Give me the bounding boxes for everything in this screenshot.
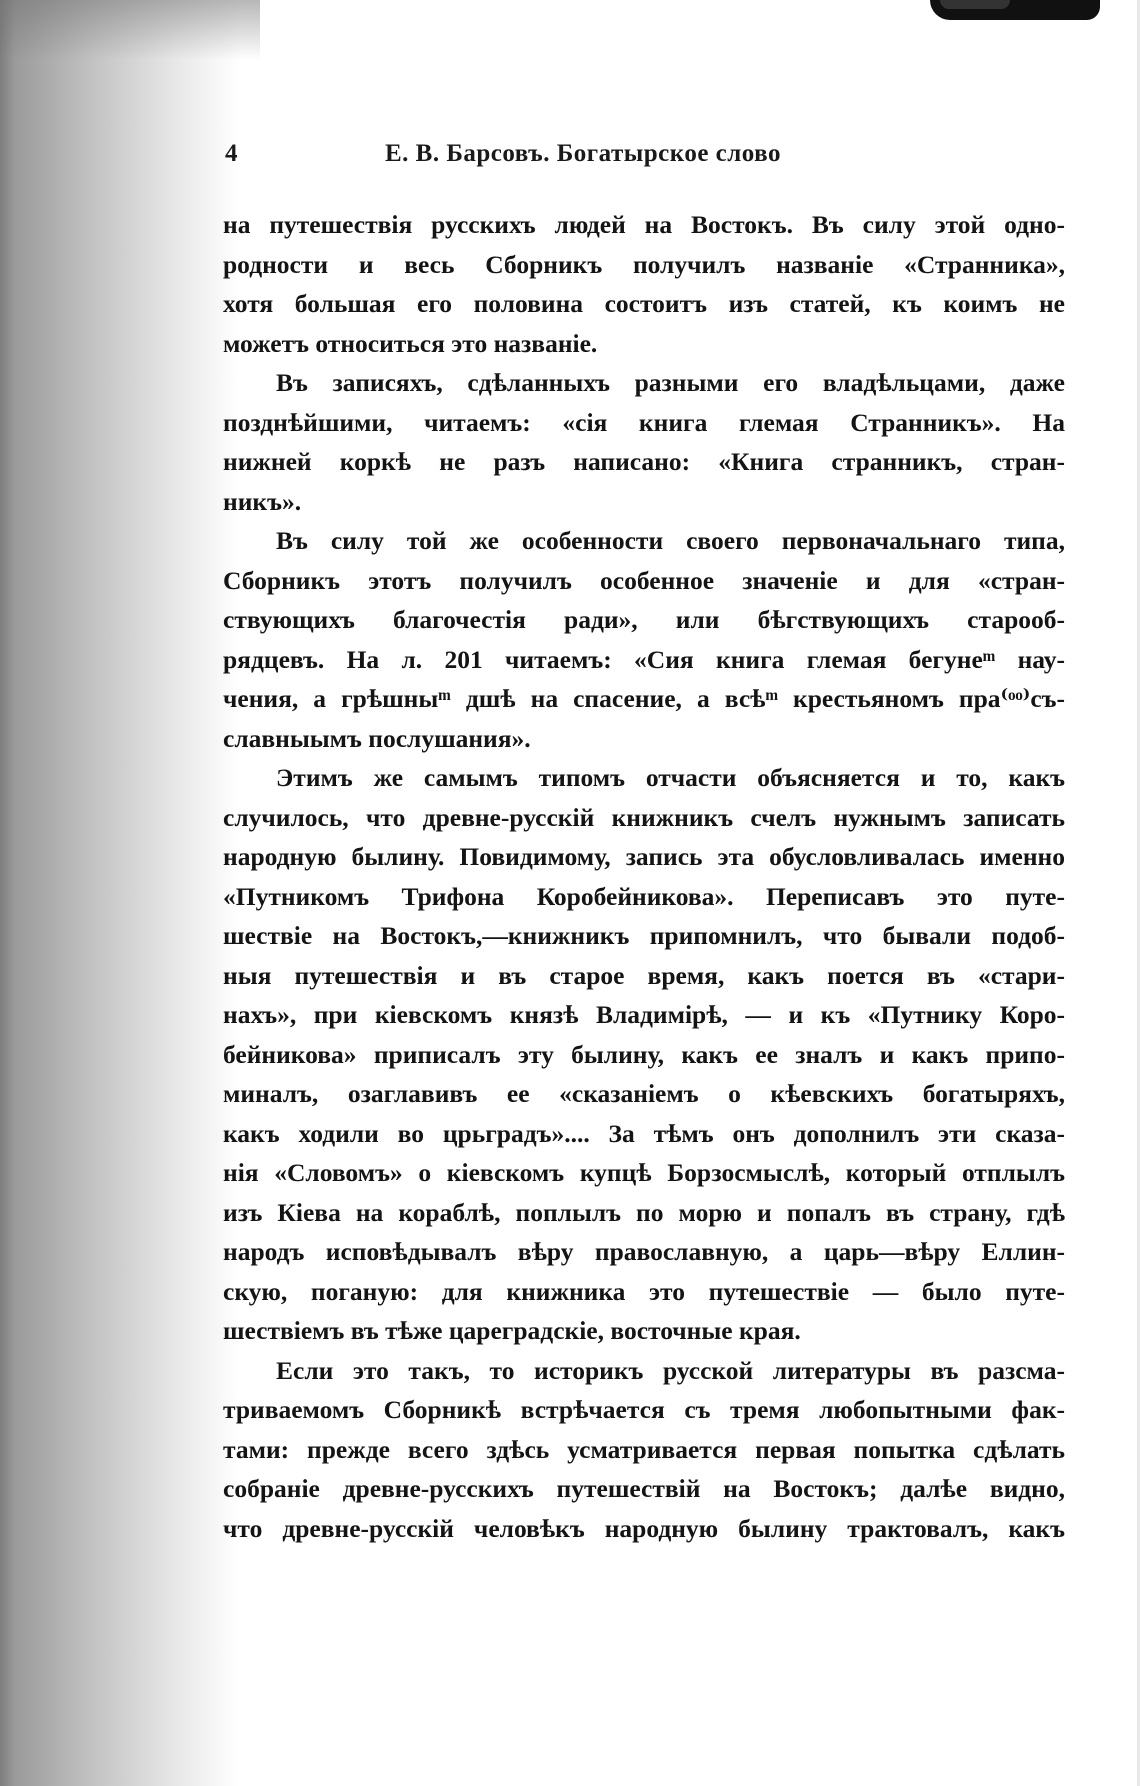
paragraph <box>223 1351 1065 1549</box>
text-line: рядцевъ. На л. 201 читаемъ: «Сия книга глемая бегунеᵐ нау- <box>223 644 1065 674</box>
text-line: нахъ», при кіевскомъ князѣ Владимірѣ, — и къ «Путнику Коро- <box>223 1000 1065 1029</box>
text-line: скую, поганую: для книжника это путешествіе — было путе- <box>223 1276 1065 1306</box>
paragraph <box>223 363 1065 521</box>
text-line: хотя большая его половина состоитъ изъ статей, къ коимъ не <box>223 289 1065 318</box>
running-head-title: Е. В. Барсовъ. Богатырское слово <box>385 140 781 167</box>
text-line: можетъ относиться это названіе. <box>223 328 598 358</box>
paragraph <box>223 521 1065 758</box>
text-line: Если это такъ, то историкъ русской литературы въ разсма- <box>276 1355 1065 1385</box>
page-number: 4 <box>225 140 238 167</box>
text-line: шествіемъ въ тѣже цареградскіе, восточные края. <box>223 1316 801 1345</box>
text-line: Сборникъ этотъ получилъ особенное значеніе и для «стран- <box>223 565 1065 595</box>
text-line: родности и весь Сборникъ получилъ названіе «Странника», <box>223 249 1065 279</box>
text-line: славныымъ послушания». <box>223 723 531 753</box>
text-line: бейникова» приписалъ эту былину, какъ ее зналъ и какъ припо- <box>223 1039 1065 1069</box>
body-text <box>223 205 1065 1548</box>
text-line: триваемомъ Сборникѣ встрѣчается съ тремя любопытными фак- <box>223 1395 1065 1424</box>
paragraph <box>223 758 1065 1351</box>
text-line: народную былину. Повидимому, запись эта обусловливалась именно <box>223 842 1065 871</box>
paragraph <box>223 205 1065 363</box>
text-line: Въ силу той же особенности своего первоначальнаго типа, <box>276 526 1065 555</box>
text-line: Этимъ же самымъ типомъ отчасти объясняется и то, какъ <box>276 763 1065 792</box>
text-line: никъ». <box>223 486 302 516</box>
text-line: «Путникомъ Трифона Коробейникова». Переписавъ это путе- <box>223 881 1065 911</box>
text-line: позднѣйшими, читаемъ: «сія книга глемая Странникъ». На <box>223 407 1065 437</box>
text-line: миналъ, озаглавивъ ее «сказаніемъ о кѣевскихъ богатыряхъ, <box>223 1079 1065 1108</box>
text-line: шествіе на Востокъ,—книжникъ припомнилъ, что бывали подоб- <box>223 921 1065 950</box>
text-line: ствующихъ благочестія ради», или бѣгствующихъ старооб- <box>223 605 1065 634</box>
text-line: собраніе древне-русскихъ путешествій на Востокъ; далѣе видно, <box>223 1474 1065 1503</box>
scan-top-shadow <box>0 0 260 60</box>
text-line: на путешествія русскихъ людей на Востокъ. Въ силу этой одно- <box>223 210 1065 239</box>
text-line: какъ ходили во црьградъ».... За тѣмъ онъ дополнилъ эти сказа- <box>223 1118 1065 1148</box>
running-head <box>225 140 1065 176</box>
text-line: чения, а грѣшныᵐ дшѣ на спасение, а всѣᵐ крестьяномъ пра⁽ᵒᵒ⁾съ- <box>223 684 1065 713</box>
text-line: нія «Словомъ» о кіевскомъ купцѣ Борзосмыслѣ, который отплылъ <box>223 1158 1065 1187</box>
text-line: случилось, что древне-русскій книжникъ счелъ нужнымъ записать <box>223 802 1065 832</box>
text-line: нижней коркѣ не разъ написано: «Книга странникъ, стран- <box>223 447 1065 476</box>
text-line: ныя путешествія и въ старое время, какъ поется въ «стари- <box>223 960 1065 990</box>
text-line: народъ исповѣдывалъ вѣру православную, а царь—вѣру Еллин- <box>223 1237 1065 1266</box>
text-line: Въ записяхъ, сдѣланныхъ разными его владѣльцами, даже <box>276 368 1065 397</box>
text-line: тами: прежде всего здѣсь усматривается первая попытка сдѣлать <box>223 1434 1065 1464</box>
scan-corner-smudge-small <box>940 0 1010 9</box>
text-line: что древне-русскій человѣкъ народную былину трактовалъ, какъ <box>223 1513 1065 1543</box>
scan-gutter-shadow <box>0 0 240 1786</box>
text-line: изъ Кіева на кораблѣ, поплылъ по морю и попалъ въ страну, гдѣ <box>223 1197 1065 1227</box>
